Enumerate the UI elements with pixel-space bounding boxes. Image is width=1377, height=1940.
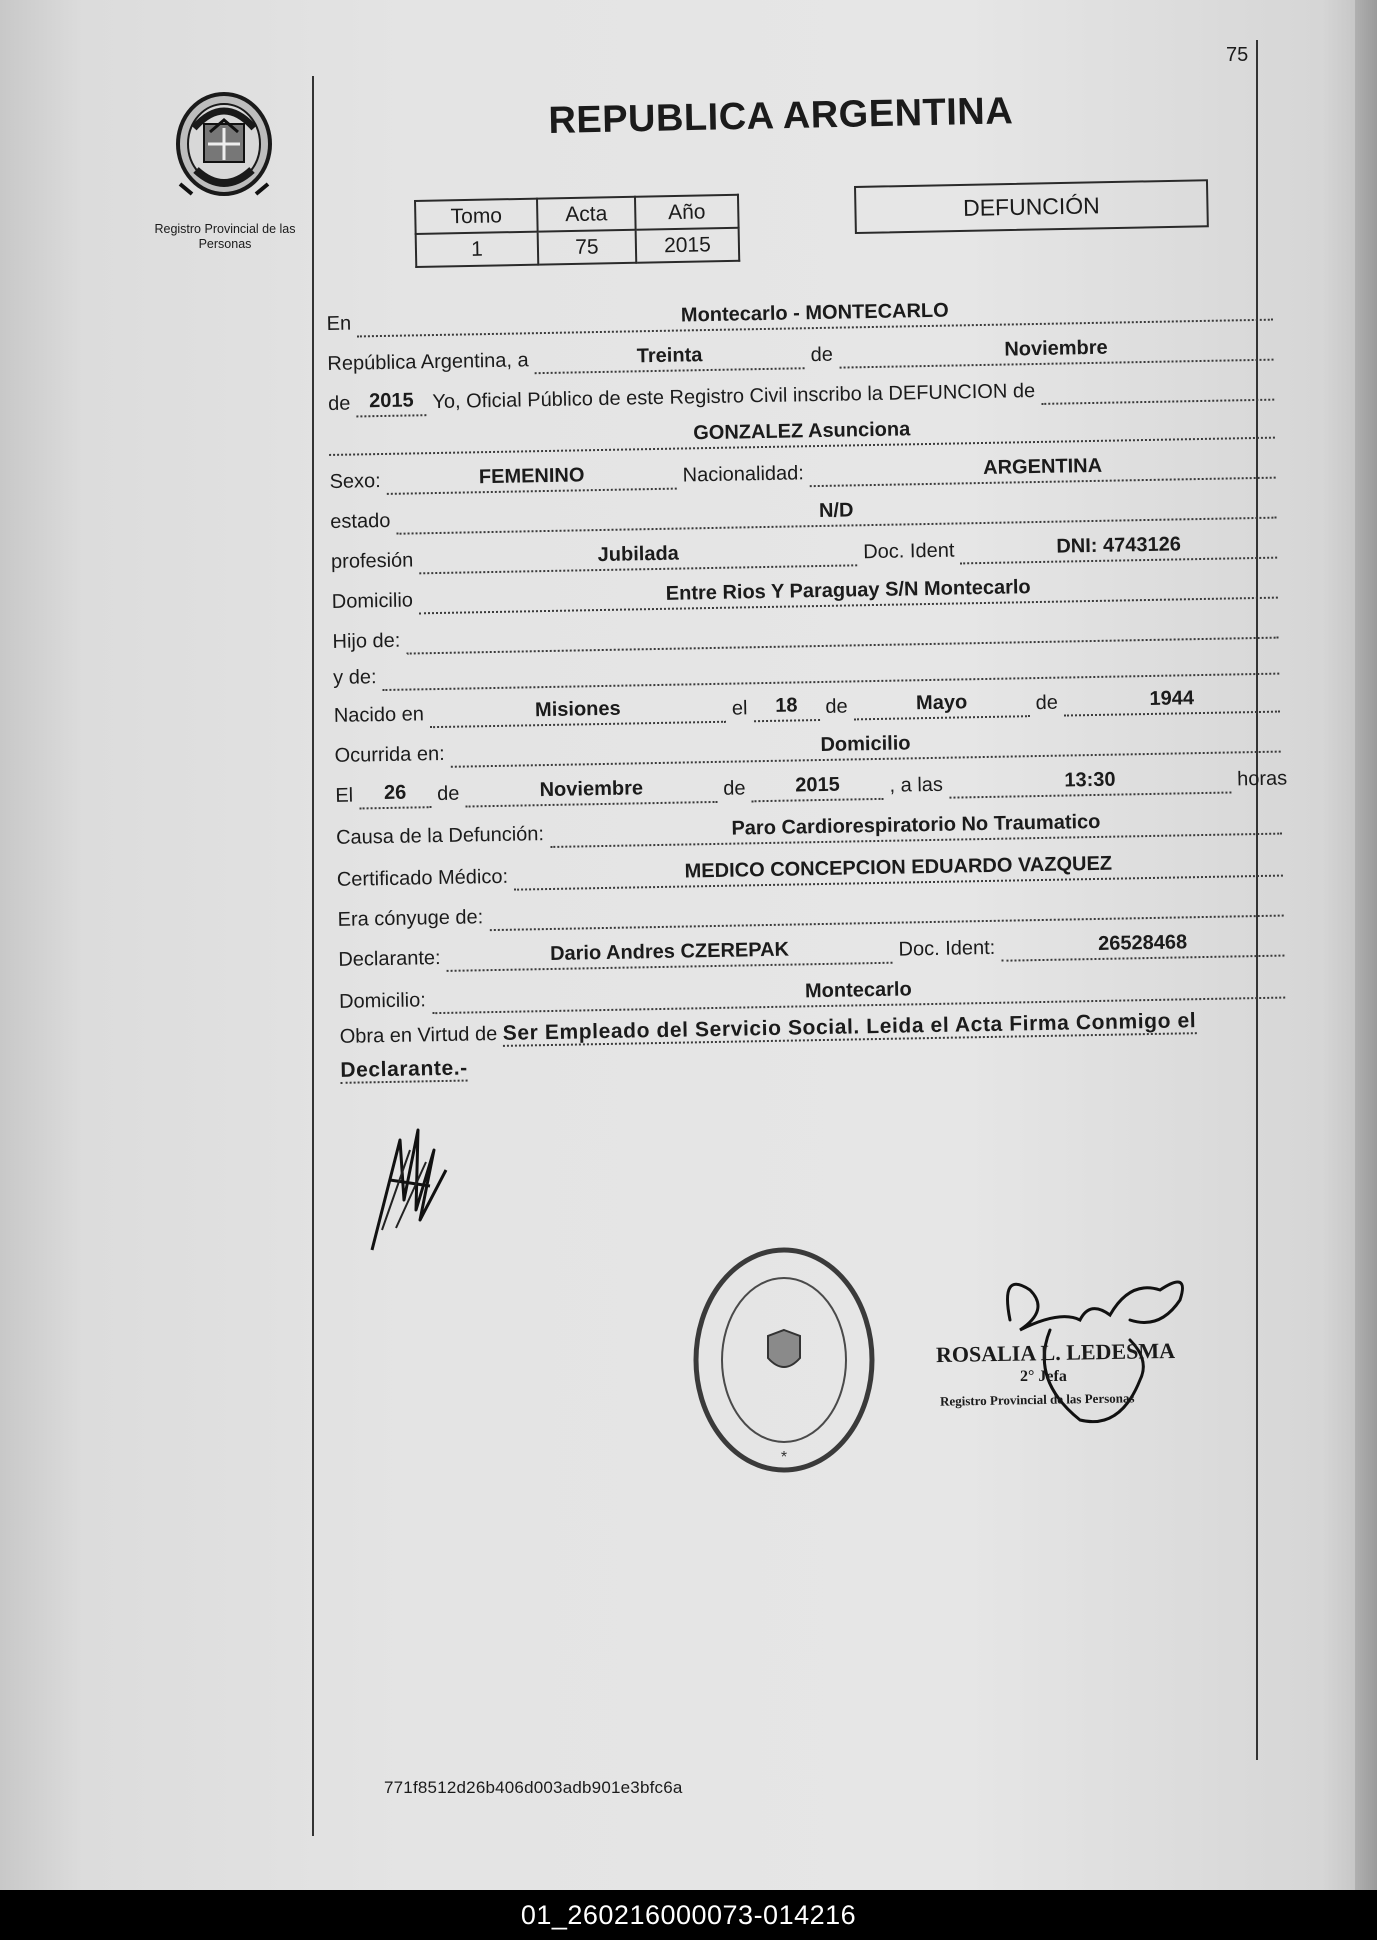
label-de: de <box>810 343 834 367</box>
value-day-words: Treinta <box>534 340 804 374</box>
value-ano: 2015 <box>636 228 740 263</box>
value-death-year: 2015 <box>751 771 884 802</box>
value-acta: 75 <box>538 230 637 265</box>
scan-id-strip: 01_260216000073-014216 <box>0 1890 1377 1940</box>
svg-text:*: * <box>780 1449 788 1466</box>
label-profesion: profesión <box>330 549 414 573</box>
value-month: Noviembre <box>839 332 1274 369</box>
label-decl-domicilio: Domicilio: <box>338 989 426 1013</box>
value-causa: Paro Cardiorespiratorio No Traumatico <box>550 806 1282 848</box>
label-conyuge: Era cónyuge de: <box>337 906 484 931</box>
official-name: ROSALIA L. LEDESMA <box>935 1337 1176 1368</box>
value-domicilio: Entre Rios Y Paraguay S/N Montecarlo <box>419 570 1278 615</box>
value-birth-day: 18 <box>753 692 820 722</box>
label-decl-doc: Doc. Ident: <box>898 936 996 961</box>
label-de-death-month: de <box>436 782 460 806</box>
certificate-type-box: DEFUNCIÓN <box>854 179 1209 234</box>
label-alas: , a las <box>889 773 944 797</box>
value-year: 2015 <box>356 387 427 417</box>
label-de-birth-year: de <box>1035 691 1059 715</box>
value-nacido: Misiones <box>430 694 726 728</box>
label-de-death-year: de <box>723 777 746 800</box>
label-en: En <box>326 312 352 335</box>
value-nacionalidad: ARGENTINA <box>810 450 1276 488</box>
value-deceased-name: GONZALEZ Asunciona <box>329 410 1275 456</box>
value-estado: N/D <box>396 490 1276 535</box>
label-El: El <box>335 784 354 807</box>
register-table <box>414 194 740 268</box>
header-tomo: Tomo <box>415 199 538 234</box>
row-obra <box>339 1002 1292 1087</box>
label-yde: y de: <box>332 666 377 689</box>
value-tomo: 1 <box>416 232 539 267</box>
value-birth-year: 1944 <box>1064 684 1280 717</box>
value-death-day: 26 <box>359 779 432 809</box>
value-decl-doc: 26528468 <box>1001 928 1284 962</box>
label-el: el <box>731 697 748 720</box>
page-edge-shadow <box>1355 0 1377 1890</box>
value-certificado: MEDICO CONCEPCION EDUARDO VAZQUEZ <box>514 848 1283 891</box>
label-nacionalidad: Nacionalidad: <box>682 462 805 487</box>
label-domicilio: Domicilio <box>331 589 414 613</box>
value-decl-domicilio: Montecarlo <box>432 970 1286 1015</box>
official-round-seal-icon <box>684 1240 884 1480</box>
header-acta: Acta <box>537 197 636 232</box>
label-ocurrida: Ocurrida en: <box>334 742 445 767</box>
country-title: REPUBLICA ARGENTINA <box>548 90 1014 142</box>
official-role: 2° Jefa <box>1020 1368 1067 1385</box>
label-de-birth-month: de <box>825 695 848 718</box>
label-sexo: Sexo: <box>329 470 381 493</box>
value-sexo: FEMENINO <box>386 461 676 495</box>
value-profesion: Jubilada <box>419 537 857 574</box>
label-certificado: Certificado Médico: <box>336 865 509 891</box>
label-causa: Causa de la Defunción: <box>335 823 545 849</box>
value-obra: Ser Empleado del Servicio Social. Leida el Acta Firma Conmigo el Declarante.- <box>340 1009 1197 1082</box>
label-de-year: de <box>327 392 351 415</box>
label-inscribo: Yo, Oficial Público de este Registro Civil inscribo la DEFUNCION de <box>432 380 1036 414</box>
value-place: Montecarlo - MONTECARLO <box>357 292 1273 338</box>
handwritten-signature-icon <box>360 1110 460 1260</box>
logo-caption: Registro Provincial de las Personas <box>154 222 296 251</box>
label-horas: horas <box>1236 767 1288 791</box>
official-org: Registro Provincial de las Personas <box>939 1390 1135 1409</box>
misiones-province-emblem-icon <box>168 84 280 210</box>
value-doc-ident: DNI: 4743126 <box>960 530 1277 565</box>
value-death-month: Noviembre <box>465 774 717 808</box>
page-number: 75 <box>1226 44 1249 66</box>
label-declarante: Declarante: <box>338 947 441 971</box>
label-doc-ident: Doc. Ident <box>863 539 955 564</box>
value-inscribo-blank <box>1041 372 1274 405</box>
label-hijo: Hijo de: <box>332 629 401 653</box>
value-ocurrida: Domicilio <box>450 724 1280 768</box>
value-declarante: Dario Andres CZEREPAK <box>446 935 892 972</box>
document-hash: 771f8512d26b406d003adb901e3bfc6a <box>384 1778 683 1797</box>
value-birth-month: Mayo <box>853 688 1030 720</box>
left-margin-line <box>312 76 314 1836</box>
header-ano: Año <box>635 195 739 230</box>
death-certificate-form <box>326 269 1293 1106</box>
value-death-time: 13:30 <box>949 764 1232 798</box>
label-obra: Obra en Virtud de <box>339 1022 498 1048</box>
label-republica: República Argentina, a <box>327 349 529 375</box>
label-estado: estado <box>330 509 391 533</box>
label-nacido: Nacido en <box>333 703 425 727</box>
